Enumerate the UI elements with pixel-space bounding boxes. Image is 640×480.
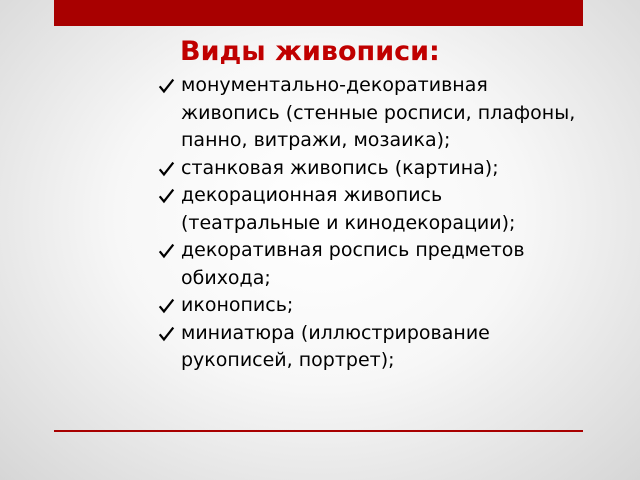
slide-title: Виды живописи:: [180, 36, 440, 67]
list-item-text: миниатюра (иллюстрирование рукописей, портрет);: [181, 321, 490, 371]
checkmark-icon: [158, 160, 175, 177]
checkmark-icon: [158, 297, 175, 314]
bottom-divider: [54, 430, 583, 432]
list-item: [156, 320, 576, 375]
list-item: [156, 292, 576, 320]
list-item-text: иконопись;: [181, 294, 294, 316]
checkmark-icon: [158, 187, 175, 204]
list-item: [156, 182, 576, 237]
list-item: [156, 72, 576, 155]
checkmark-icon: [158, 242, 175, 259]
list-item-text: декоративная роспись предметов обихода;: [181, 239, 525, 289]
list-item-text: монументально-декоративная живопись (стенные росписи, плафоны, панно, витражи, мозаика);: [181, 74, 576, 151]
top-accent-bar: [54, 0, 583, 26]
checkmark-icon: [158, 77, 175, 94]
bullet-list: [156, 72, 576, 480]
list-item-text: декорационная живопись (театральные и кинодекорации);: [181, 184, 516, 234]
list-item-text: станковая живопись (картина);: [181, 156, 499, 179]
list-item: [156, 155, 576, 183]
checkmark-icon: [158, 325, 175, 342]
list-item: [156, 237, 576, 292]
